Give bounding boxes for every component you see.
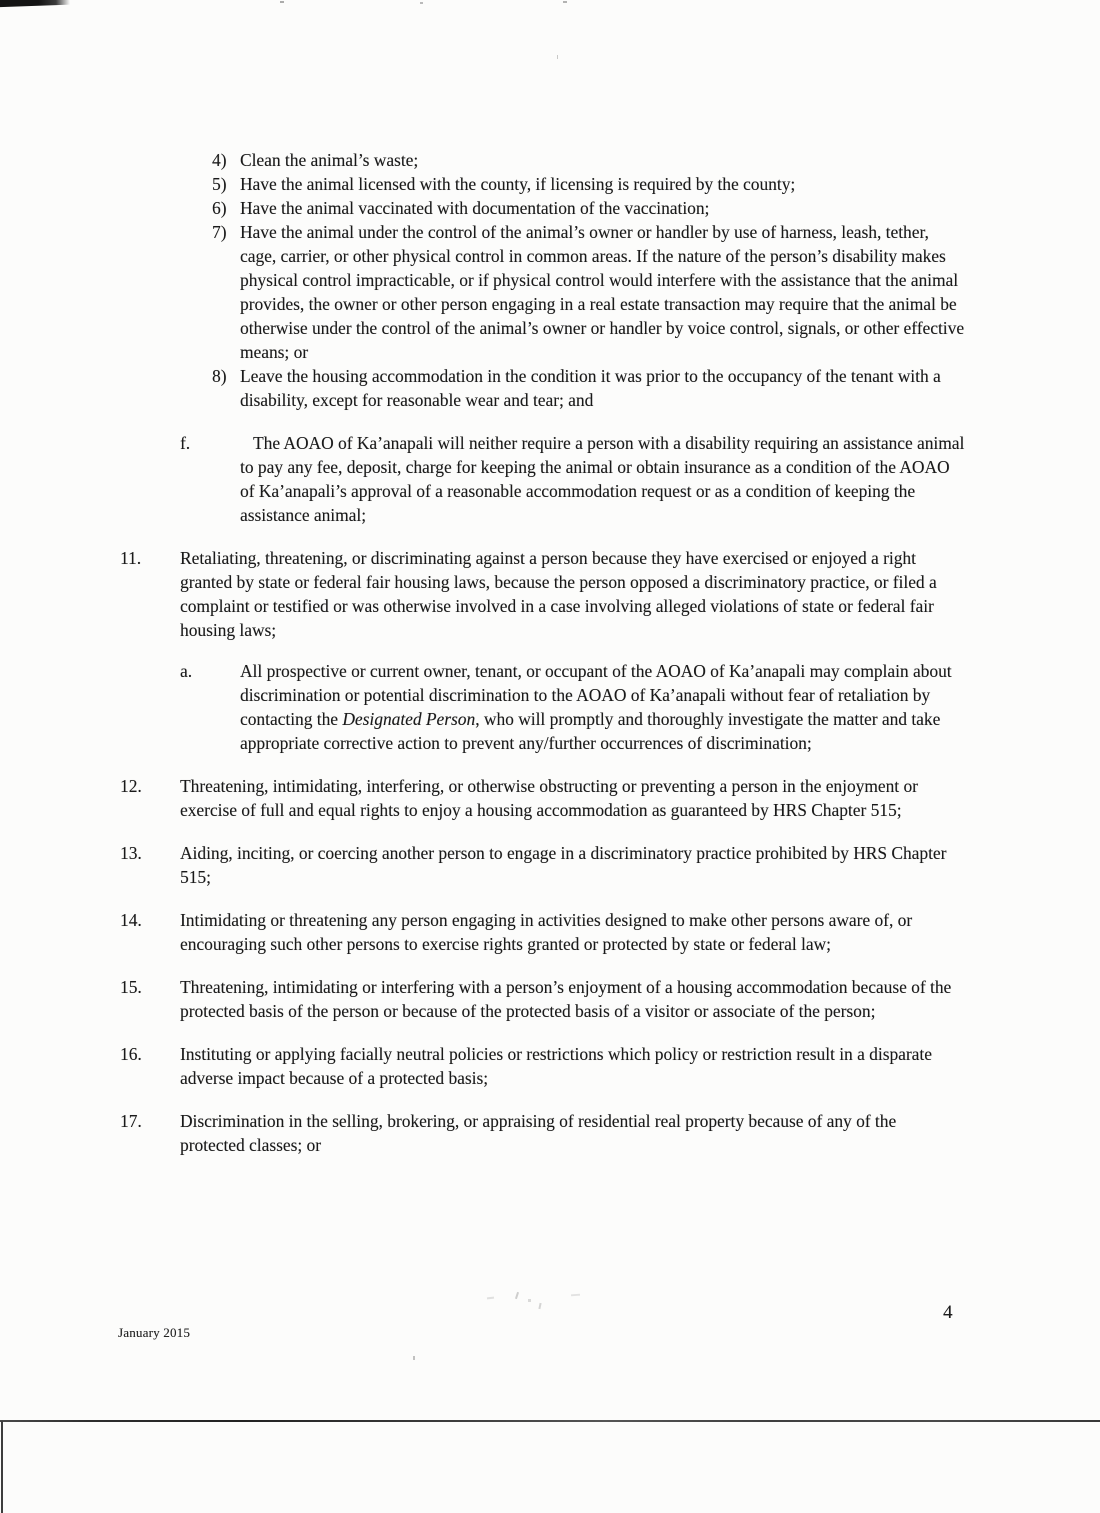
item-text (180, 546, 965, 642)
item-marker: 14. (120, 910, 142, 930)
item-text (240, 196, 965, 220)
paren-list-item (212, 364, 965, 412)
item-marker: 8) (212, 366, 227, 386)
main-list-item (120, 1042, 965, 1090)
page-number: 4 (943, 1302, 953, 1323)
text-run: Have the animal vaccinated with documentation of the vaccination; (240, 198, 710, 218)
text-run: Threatening, intimidating or interfering with a person’s enjoyment of a housing accommodation because of the protected basis of the person or because of the protected basis of a visitor or associate of the person; (180, 977, 952, 1021)
item-text (180, 908, 965, 956)
item-marker: 15. (120, 977, 142, 997)
text-run: Discrimination in the selling, brokering, or appraising of residential real property because of any of the protected classes; or (180, 1111, 897, 1155)
item-marker: 5) (212, 174, 227, 194)
scan-speck (557, 55, 558, 59)
paren-list-item (212, 172, 965, 196)
text-run: Retaliating, threatening, or discriminating against a person because they have exercised or enjoyed a right granted by state or federal fair housing laws, because the person opposed a discriminatory practice, or filed a complaint or testified or was otherwise involved in a case involving alleged violations of state or federal fair housing laws; (180, 548, 937, 640)
text-run: Threatening, intimidating, interfering, or otherwise obstructing or preventing a person in the enjoyment or exercise of full and equal rights to enjoy a housing accommodation as guaranteed by HRS Chapter 515; (180, 776, 918, 820)
item-marker: 17. (120, 1111, 142, 1131)
text-run: Have the animal under the control of the animal’s owner or handler by use of harness, leash, tether, cage, carrier, or other physical control in common areas. If the nature of the person’s disability makes physical control impracticable, or if physical control would interfere with the assistance that the animal provides, the owner or other person engaging in a real estate transaction may require that the animal be otherwise under the control of the animal’s owner or handler by voice control, signals, or other effective means; or (240, 222, 965, 362)
letter-list-item (180, 431, 965, 527)
item-text (180, 1042, 965, 1090)
text-run: , who will promptly and thoroughly investigate the matter and take appropriate corrective action to prevent any/further occurrences of discrimination; (240, 709, 941, 753)
item-text (240, 431, 965, 527)
item-marker: 4) (212, 150, 227, 170)
item-text (240, 364, 965, 412)
main-list-item (120, 546, 965, 642)
next-page-left-edge (1, 1421, 3, 1513)
item-marker: 11. (120, 548, 142, 568)
text-run: Intimidating or threatening any person engaging in activities designed to make other persons aware of, or encouraging such other persons to exercise rights granted or protected by state or federal law; (180, 910, 913, 954)
text-run: Instituting or applying facially neutral policies or restrictions which policy or restriction result in a disparate adverse impact because of a protected basis; (180, 1044, 932, 1088)
main-list-item (120, 908, 965, 956)
item-marker: a. (180, 661, 193, 681)
item-text (180, 774, 965, 822)
text-run: Leave the housing accommodation in the condition it was prior to the occupancy of the tenant with a disability, except for reasonable wear and tear; and (240, 366, 941, 410)
item-text (240, 220, 965, 364)
document-content (120, 148, 965, 1157)
main-list-item (120, 1109, 965, 1157)
paren-list-item (212, 148, 965, 172)
item-text (180, 975, 965, 1023)
text-run: All prospective or current owner, tenant, or occupant of the AOAO of Ka’anapali may complain about discrimination or potential discrimination to the AOAO of Ka’anapali without fear of retaliation by contacting the (240, 661, 952, 729)
text-run: Aiding, inciting, or coercing another person to engage in a discriminatory practice prohibited by HRS Chapter 515; (180, 843, 947, 887)
item-text (240, 659, 965, 755)
item-marker: 6) (212, 198, 227, 218)
item-marker: 13. (120, 843, 142, 863)
text-run: Have the animal licensed with the county, if licensing is required by the county; (240, 174, 796, 194)
text-run: The AOAO of Ka’anapali will neither require a person with a disability requiring an assistance animal to pay any fee, deposit, charge for keeping the animal or obtain insurance as a condition of the AOAO of Ka’anapali’s approval of a reasonable accommodation request or as a condition of keeping the assistance animal; (240, 433, 965, 525)
italic-term: Designated Person (342, 709, 476, 729)
item-marker: 16. (120, 1044, 142, 1064)
item-text (180, 841, 965, 889)
next-page-top-edge (0, 1420, 1100, 1422)
scan-speck (563, 1, 567, 3)
item-marker: 12. (120, 776, 142, 796)
paren-list-item (212, 220, 965, 364)
paren-list-item (212, 196, 965, 220)
item-text (240, 148, 965, 172)
scan-speck (413, 1356, 415, 1360)
item-marker: f. (180, 433, 191, 453)
item-text (180, 1109, 965, 1157)
main-list-item (120, 975, 965, 1023)
text-run: Clean the animal’s waste; (240, 150, 419, 170)
scan-speck (420, 2, 423, 4)
item-marker: 7) (212, 222, 227, 242)
scan-speck (280, 1, 284, 3)
main-list-item (120, 774, 965, 822)
main-list-item (120, 841, 965, 889)
scan-corner-mark (0, 0, 70, 7)
letter-list-item (180, 659, 965, 755)
footer-date: January 2015 (118, 1325, 191, 1340)
item-text (240, 172, 965, 196)
